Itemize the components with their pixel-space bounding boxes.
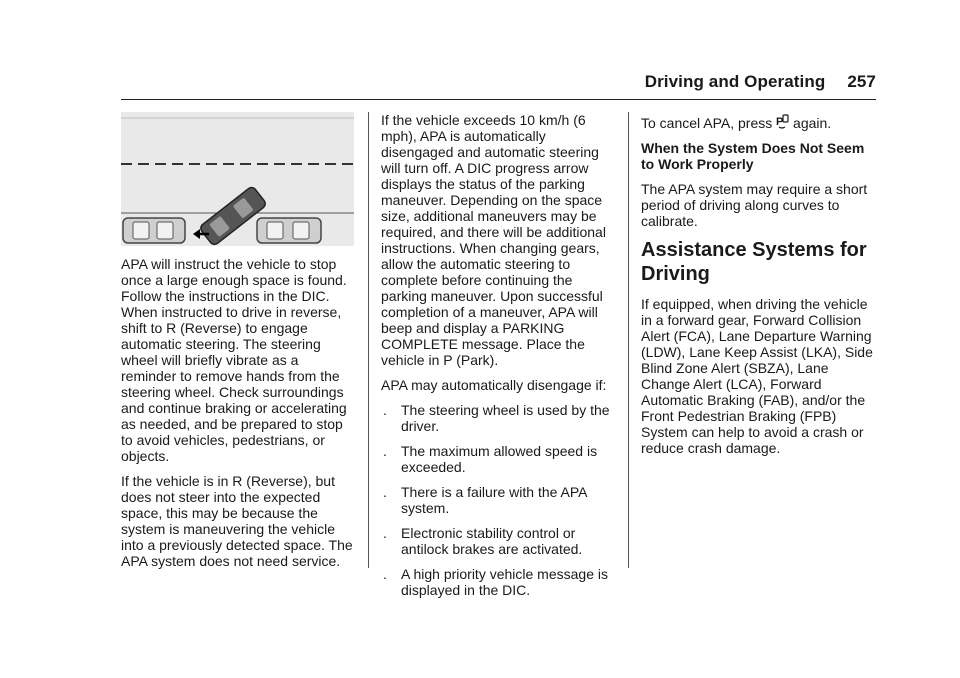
parked-car-left — [123, 218, 185, 243]
column-3 — [641, 114, 877, 465]
apa-parking-illustration — [121, 112, 354, 246]
section-title: Driving and Operating — [644, 72, 826, 91]
parked-car-right — [257, 218, 321, 243]
svg-text:P: P — [776, 116, 784, 128]
section-heading: Assistance Systems for Driving — [641, 239, 867, 285]
column-divider-2 — [628, 112, 629, 568]
list-item: . A high priority vehicle message is displayed in the DIC. — [383, 566, 608, 598]
cancel-apa-instruction: To cancel APA, press P again. — [641, 115, 832, 131]
header-rule — [121, 99, 876, 100]
list-item: . Electronic stability control or antilock brakes are activated. — [383, 525, 583, 557]
col1-paragraph-2: If the vehicle is in R (Reverse), but does not steer into the expected space, this may be because the system is maneuvering the vehicle into a previously detected space. The APA system does not need service. — [121, 473, 353, 569]
column-1 — [121, 256, 357, 578]
list-item: . The maximum allowed speed is exceeded. — [383, 443, 598, 475]
page-number: 257 — [847, 72, 876, 91]
apa-park-assist-icon — [776, 114, 789, 130]
col2-paragraph-1: If the vehicle exceeds 10 km/h (6 mph), APA is automatically disengaged and automatic steering will turn off. A DIC progress arrow displays the status of the parking maneuver. Depending on the space size, additional maneuvers may be required, and there will be additional instructions. When changing gears, allow the automatic steering to complete before continuing the parking maneuver. Upon successful completion of a maneuver, APA will beep and display a PARKING COMPLETE message. Place the vehicle in P (Park). — [381, 112, 606, 368]
col3-paragraph-1: The APA system may require a short period of driving along curves to calibrate. — [641, 181, 868, 229]
col2-paragraph-2: APA may automatically disengage if: — [381, 377, 607, 393]
list-item: . The steering wheel is used by the driver. — [383, 402, 610, 434]
col1-paragraph-1: APA will instruct the vehicle to stop once a large enough space is found. Follow the instructions in the DIC. When instructed to drive in reverse, shift to R (Reverse) to engage automatic steering. The steering wheel will briefly vibrate as a reminder to remove hands from the steering wheel. Check surroundings and continue braking or accelerating as needed, and be prepared to stop to avoid vehicles, pedestrians, or objects. — [121, 256, 347, 464]
subheading: When the System Does Not Seem to Work Properly — [641, 140, 865, 172]
page-header — [645, 72, 876, 92]
col3-paragraph-2: If equipped, when driving the vehicle in a forward gear, Forward Collision Alert (FCA), Lane Departure Warning (LDW), Lane Keep Assist (LKA), Side Blind Zone Alert (SBZA), Lane Change Alert (LCA), Forward Automatic Braking (FAB), and/or the Front Pedestrian Braking (FPB) System can help to avoid a crash or reduce crash damage. — [641, 296, 873, 456]
column-2 — [381, 112, 617, 607]
column-divider-1 — [368, 112, 369, 568]
list-item: . There is a failure with the APA system. — [383, 484, 587, 516]
